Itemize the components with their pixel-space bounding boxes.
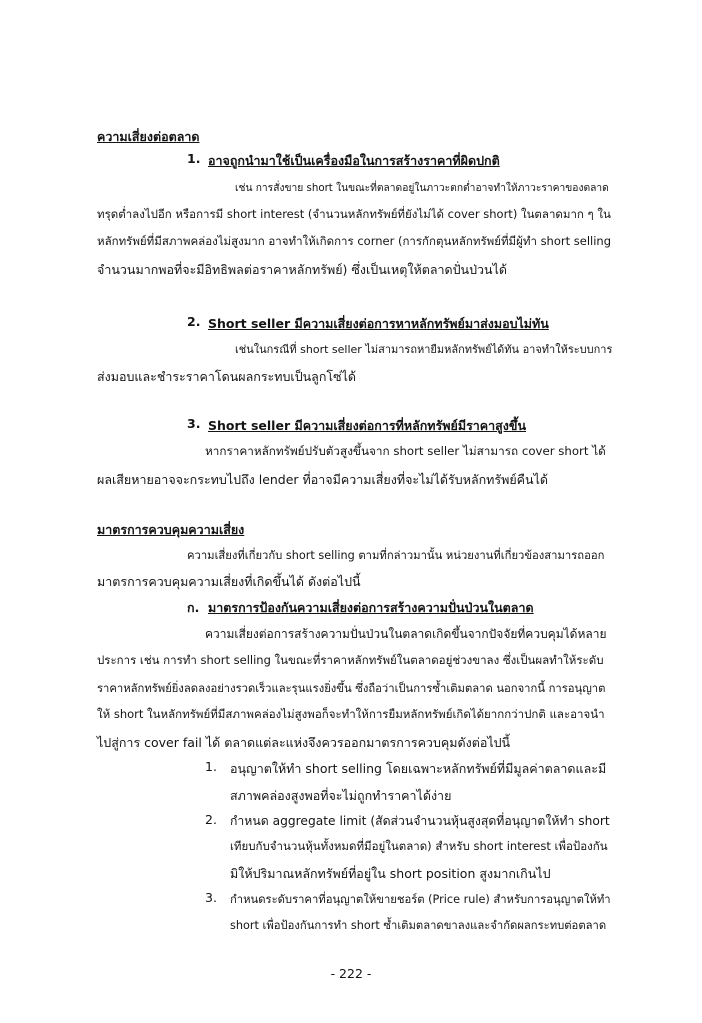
section-2-line: ความเสี่ยงที่เกี่ยวกับ short selling ตามที่กล่าวมานั้น หน่วยงานที่เกี่ยวข้องสามารถออก xyxy=(187,549,605,562)
sub-a-line: ไปสู่การ cover fail ได้ ตลาดแต่ละแห่งจึงควรออกมาตรการควบคุมดังต่อไปนี้ xyxy=(97,735,511,750)
list-item-number: 2. xyxy=(205,812,217,827)
item-3-number: 3. xyxy=(187,416,201,431)
page-number: - 222 - xyxy=(330,966,372,981)
list-item-line: short เพื่อป้องกันการทำ short ซ้ำเติมตลาดขาลงและจำกัดผลกระทบต่อตลาด xyxy=(230,919,607,932)
item-3-line: หากราคาหลักทรัพย์ปรับตัวสูงขึ้นจาก short seller ไม่สามารถ cover short ได้ xyxy=(205,444,606,458)
item-3-line: ผลเสียหายอาจจะกระทบไปถึง lender ที่อาจมีความเสี่ยงที่จะไม่ได้รับหลักทรัพย์คืนได้ xyxy=(97,472,548,487)
sub-a-number: ก. xyxy=(187,600,200,615)
sub-a-line: ความเสี่ยงต่อการสร้างความปั่นป่วนในตลาดเกิดขึ้นจากปัจจัยที่ควบคุมได้หลาย xyxy=(205,627,607,641)
item-2-line: ส่งมอบและชำระราคาโดนผลกระทบเป็นลูกโซ่ได้ xyxy=(97,369,357,384)
list-item-line: กำหนดระดับราคาที่อนุญาตให้ขายชอร์ต (Price rule) สำหรับการอนุญาตให้ทำ xyxy=(230,893,611,906)
item-3-title: Short seller มีความเสี่ยงต่อการที่หลักทรัพย์มีราคาสูงขึ้น xyxy=(208,418,526,433)
item-1-line: จำนวนมากพอที่จะมีอิทธิพลต่อราคาหลักทรัพย์) ซึ่งเป็นเหตุให้ตลาดปั่นป่วนได้ xyxy=(97,262,508,277)
item-2-line: เช่นในกรณีที่ short seller ไม่สามารถหายืมหลักทรัพย์ได้ทัน อาจทำให้ระบบการ xyxy=(235,343,613,356)
section-heading-market-risk: ความเสี่ยงต่อตลาด xyxy=(97,129,200,144)
list-item-number: 3. xyxy=(205,890,217,905)
sub-a-line: ให้ short ในหลักทรัพย์ที่มีสภาพคล่องไม่สูงพอก็จะทำให้การยืมหลักทรัพย์เกิดได้ยากกว่าปกติ และอาจนำ xyxy=(97,707,605,721)
item-1-line: เช่น การสั่งขาย short ในขณะที่ตลาดอยู่ในภาวะตกต่ำอาจทำให้ภาวะราคาของตลาด xyxy=(235,182,609,194)
sub-a-title: มาตรการป้องกันความเสี่ยงต่อการสร้างความปั่นป่วนในตลาด xyxy=(208,600,534,615)
item-2-number: 2. xyxy=(187,314,201,329)
item-1-line: หลักทรัพย์ที่มีสภาพคล่องไม่สูงมาก อาจทำให้เกิดการ corner (การกักตุนหลักทรัพย์ที่มีผู้ทำ short selling xyxy=(97,234,612,248)
list-item-line: กำหนด aggregate limit (สัดส่วนจำนวนหุ้นสูงสุดที่อนุญาตให้ทำ short xyxy=(230,814,610,828)
item-2-title: Short seller มีความเสี่ยงต่อการหาหลักทรัพย์มาส่งมอบไม่ทัน xyxy=(208,316,549,331)
item-1-number: 1. xyxy=(187,151,201,166)
section-2-line: มาตรการควบคุมความเสี่ยงที่เกิดขึ้นได้ ดังต่อไปนี้ xyxy=(97,574,361,589)
sub-a-line: ประการ เช่น การทำ short selling ในขณะที่ราคาหลักทรัพย์ในตลาดอยู่ช่วงขาลง ซึ่งเป็นผลทำให้ระดับ xyxy=(97,653,604,667)
item-1-title: อาจถูกนำมาใช้เป็นเครื่องมือในการสร้างราคาที่ผิดปกติ xyxy=(208,153,500,168)
list-item-number: 1. xyxy=(205,759,217,774)
list-item-line: มิให้ปริมาณหลักทรัพย์ที่อยู่ใน short position สูงมากเกินไป xyxy=(230,866,551,881)
item-1-line: ทรุดต่ำลงไปอีก หรือการมี short interest (จำนวนหลักทรัพย์ที่ยังไม่ได้ cover short) ในตลาดมาก ๆ ใน xyxy=(97,207,611,221)
section-heading-risk-control: มาตรการควบคุมความเสี่ยง xyxy=(97,522,245,537)
list-item-line: สภาพคล่องสูงพอที่จะไม่ถูกทำราคาได้ง่าย xyxy=(230,788,452,803)
list-item-line: อนุญาตให้ทำ short selling โดยเฉพาะหลักทรัพย์ที่มีมูลค่าตลาดและมี xyxy=(230,761,607,776)
sub-a-line: ราคาหลักทรัพย์ยิ่งลดลงอย่างรวดเร็วและรุนแรงยิ่งขึ้น ซึ่งถือว่าเป็นการซ้ำเติมตลาด นอกจากนี้ การอนุญาต xyxy=(97,682,606,695)
list-item-line: เทียบกับจำนวนหุ้นทั้งหมดที่มีอยู่ในตลาด) สำหรับ short interest เพื่อป้องกัน xyxy=(230,839,608,853)
